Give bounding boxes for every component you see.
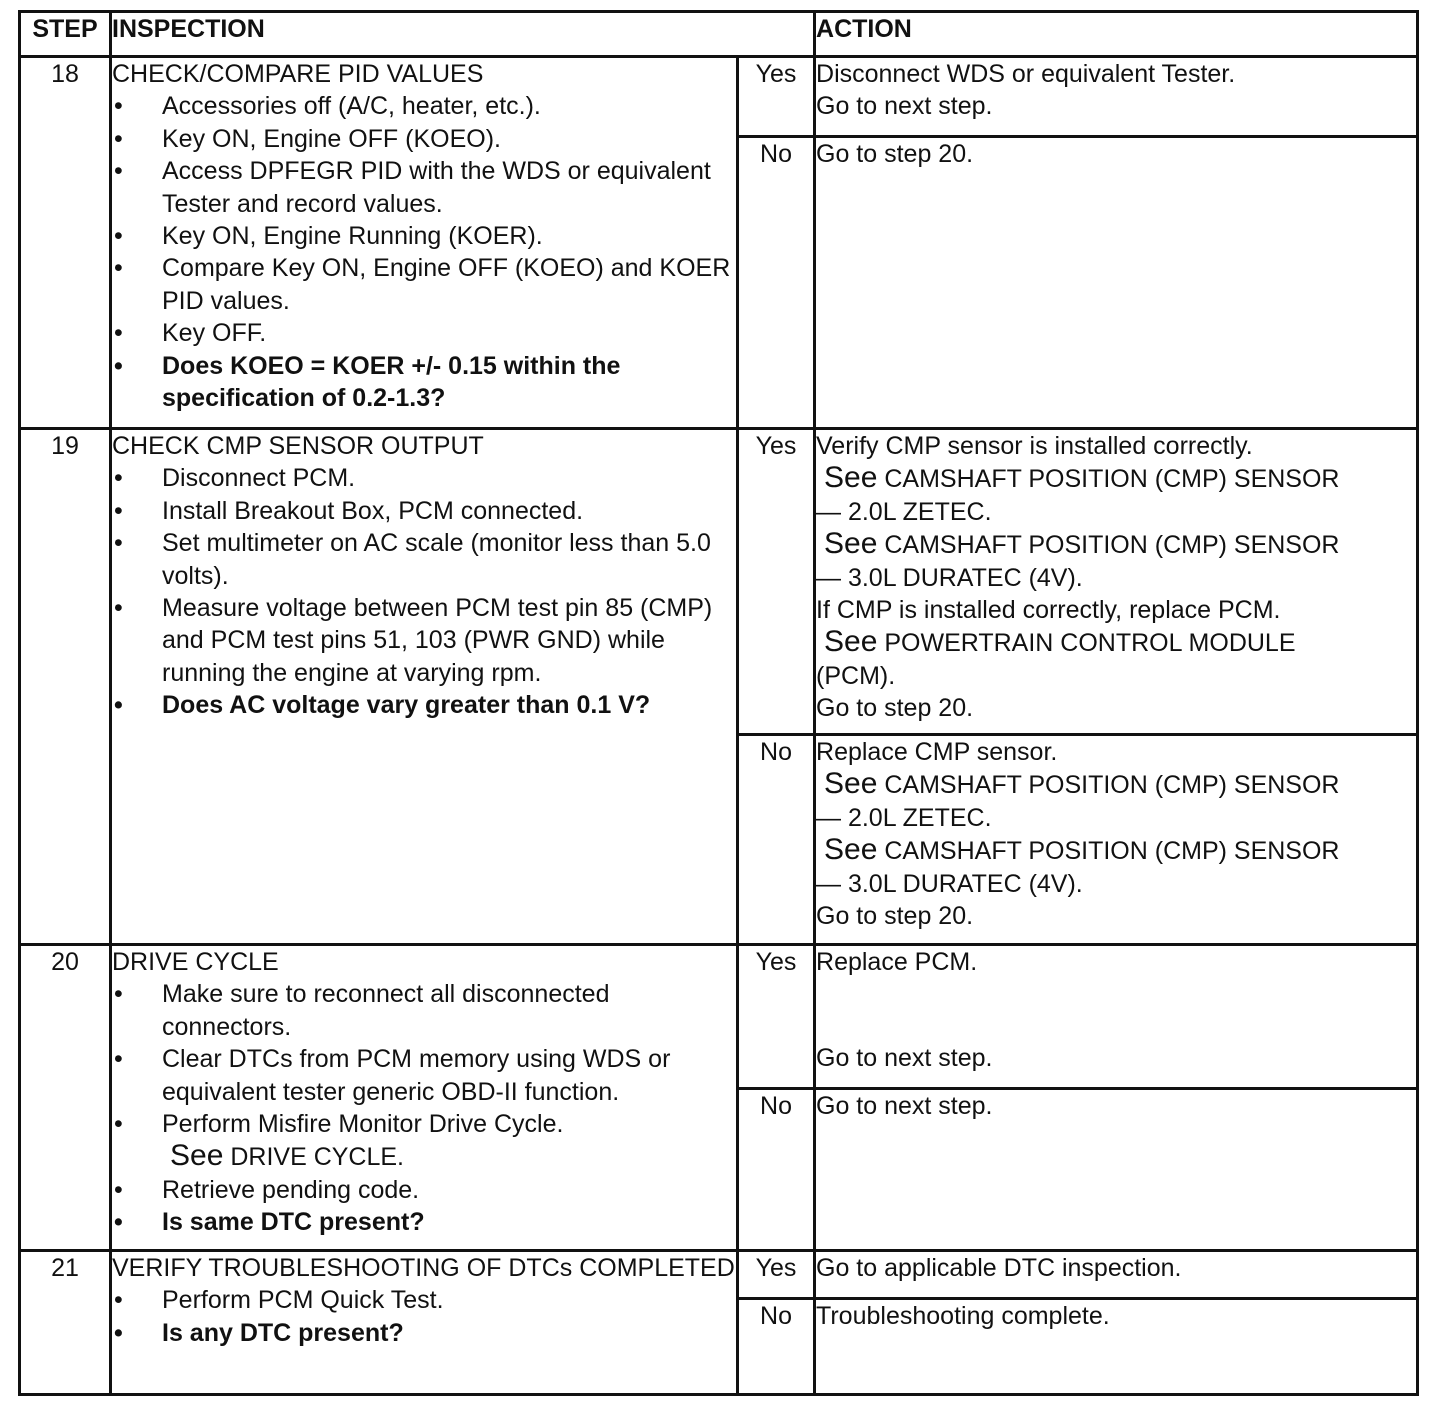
action-line: If CMP is installed correctly, replace PCM.	[816, 596, 1281, 625]
step-title: CHECK CMP SENSOR OUTPUT	[112, 432, 484, 460]
bullet-item: • Key ON, Engine Running (KOER).	[112, 220, 736, 252]
step-19-yes-row	[20, 429, 1418, 735]
bullet-list	[112, 90, 736, 414]
no-label: No	[738, 137, 815, 429]
see-text: DRIVE CYCLE.	[230, 1143, 405, 1172]
action-line: Go to next step.	[816, 1044, 993, 1073]
see-text: CAMSHAFT POSITION (CMP) SENSOR	[884, 837, 1340, 866]
no-label: No	[738, 1089, 815, 1251]
bullet-text: • Perform Misfire Monitor Drive Cycle.	[162, 1110, 564, 1139]
no-label: No	[738, 1299, 815, 1395]
bullet-item	[112, 1108, 736, 1174]
bullet-item: • Make sure to reconnect all disconnected connectors.	[112, 978, 736, 1043]
action-line: Go to next step.	[816, 92, 993, 121]
step-title: CHECK/COMPARE PID VALUES	[112, 60, 484, 88]
bullet-item: • Set multimeter on AC scale (monitor less than 5.0 volts).	[112, 527, 736, 592]
spacer	[816, 978, 1416, 1042]
step-20-yes-row	[20, 945, 1418, 1089]
step-title: DRIVE CYCLE	[112, 948, 279, 976]
action-line: Go to applicable DTC inspection.	[816, 1254, 1182, 1282]
step-inspection	[111, 945, 738, 1251]
see-text: CAMSHAFT POSITION (CMP) SENSOR	[884, 531, 1340, 560]
bullet-item: • Install Breakout Box, PCM connected.	[112, 495, 736, 527]
action-line: Verify CMP sensor is installed correctly.	[816, 432, 1253, 460]
yes-label: Yes	[738, 1251, 815, 1299]
action-line: Go to step 20.	[816, 140, 974, 168]
action-line: — 3.0L DURATEC (4V).	[816, 563, 1083, 592]
action-line: Go to step 20.	[816, 694, 974, 723]
step-inspection	[111, 429, 738, 945]
see-reference	[162, 1140, 736, 1173]
no-action	[815, 1299, 1418, 1395]
yes-action	[815, 429, 1418, 735]
step-number: 21	[20, 1251, 111, 1395]
bullet-question: • Does AC voltage vary greater than 0.1 V?	[112, 689, 736, 721]
see-word: See	[824, 833, 878, 867]
step-number: 18	[20, 57, 111, 429]
yes-action	[815, 945, 1418, 1089]
action-line: — 3.0L DURATEC (4V).	[816, 869, 1083, 898]
header-inspection: INSPECTION	[111, 12, 815, 57]
action-line: Disconnect WDS or equivalent Tester.	[816, 60, 1236, 88]
see-reference	[816, 834, 1416, 867]
see-text: POWERTRAIN CONTROL MODULE	[884, 629, 1296, 658]
bullet-item: • Measure voltage between PCM test pin 85 (CMP) and PCM test pins 51, 103 (PWR GND) while running the engine at varying rpm.	[112, 592, 736, 689]
see-reference	[816, 768, 1416, 801]
bullet-list	[112, 978, 736, 1238]
no-label: No	[738, 735, 815, 945]
see-reference	[816, 528, 1416, 561]
step-title: VERIFY TROUBLESHOOTING OF DTCs COMPLETED	[112, 1254, 735, 1282]
action-line: Go to step 20.	[816, 902, 974, 931]
header-row	[20, 12, 1418, 57]
header-step: STEP	[20, 12, 111, 57]
see-word: See	[824, 767, 878, 801]
no-action	[815, 1089, 1418, 1251]
header-action: ACTION	[815, 12, 1418, 57]
bullet-item: • Key OFF.	[112, 317, 736, 349]
yes-label: Yes	[738, 57, 815, 137]
yes-label: Yes	[738, 945, 815, 1089]
bullet-item: • Perform PCM Quick Test.	[112, 1284, 736, 1316]
bullet-question: • Is same DTC present?	[112, 1206, 736, 1238]
yes-label: Yes	[738, 429, 815, 735]
bullet-item: • Compare Key ON, Engine OFF (KOEO) and KOER PID values.	[112, 252, 736, 317]
see-reference	[816, 626, 1416, 659]
action-line: Replace PCM.	[816, 948, 978, 976]
action-line: (PCM).	[816, 661, 896, 690]
action-line: — 2.0L ZETEC.	[816, 803, 992, 832]
see-text: CAMSHAFT POSITION (CMP) SENSOR	[884, 771, 1340, 800]
bullet-question: • Does KOEO = KOER +/- 0.15 within the specification of 0.2-1.3?	[112, 350, 736, 415]
bullet-item: • Clear DTCs from PCM memory using WDS or equivalent tester generic OBD-II function.	[112, 1043, 736, 1108]
step-number: 20	[20, 945, 111, 1251]
bullet-list	[112, 1284, 736, 1349]
step-inspection	[111, 1251, 738, 1395]
yes-action	[815, 57, 1418, 137]
bullet-item: • Access DPFEGR PID with the WDS or equivalent Tester and record values.	[112, 155, 736, 220]
step-inspection	[111, 57, 738, 429]
action-line: — 2.0L ZETEC.	[816, 497, 992, 526]
step-18-yes-row	[20, 57, 1418, 137]
action-line: Go to next step.	[816, 1092, 993, 1120]
bullet-item: • Key ON, Engine OFF (KOEO).	[112, 123, 736, 155]
action-line: Replace CMP sensor.	[816, 738, 1058, 766]
see-word: See	[824, 527, 878, 561]
step-number: 19	[20, 429, 111, 945]
bullet-question: • Is any DTC present?	[112, 1317, 736, 1349]
see-text: CAMSHAFT POSITION (CMP) SENSOR	[884, 465, 1340, 494]
action-line: Troubleshooting complete.	[816, 1302, 1110, 1330]
see-word: See	[170, 1139, 224, 1173]
yes-action	[815, 1251, 1418, 1299]
step-21-yes-row	[20, 1251, 1418, 1299]
bullet-item: • Accessories off (A/C, heater, etc.).	[112, 90, 736, 122]
bullet-list	[112, 462, 736, 721]
no-action	[815, 137, 1418, 429]
no-action	[815, 735, 1418, 945]
see-word: See	[824, 625, 878, 659]
see-word: See	[824, 461, 878, 495]
see-reference	[816, 462, 1416, 495]
inspection-table	[18, 10, 1419, 1396]
bullet-item: • Disconnect PCM.	[112, 462, 736, 494]
bullet-item: • Retrieve pending code.	[112, 1174, 736, 1206]
